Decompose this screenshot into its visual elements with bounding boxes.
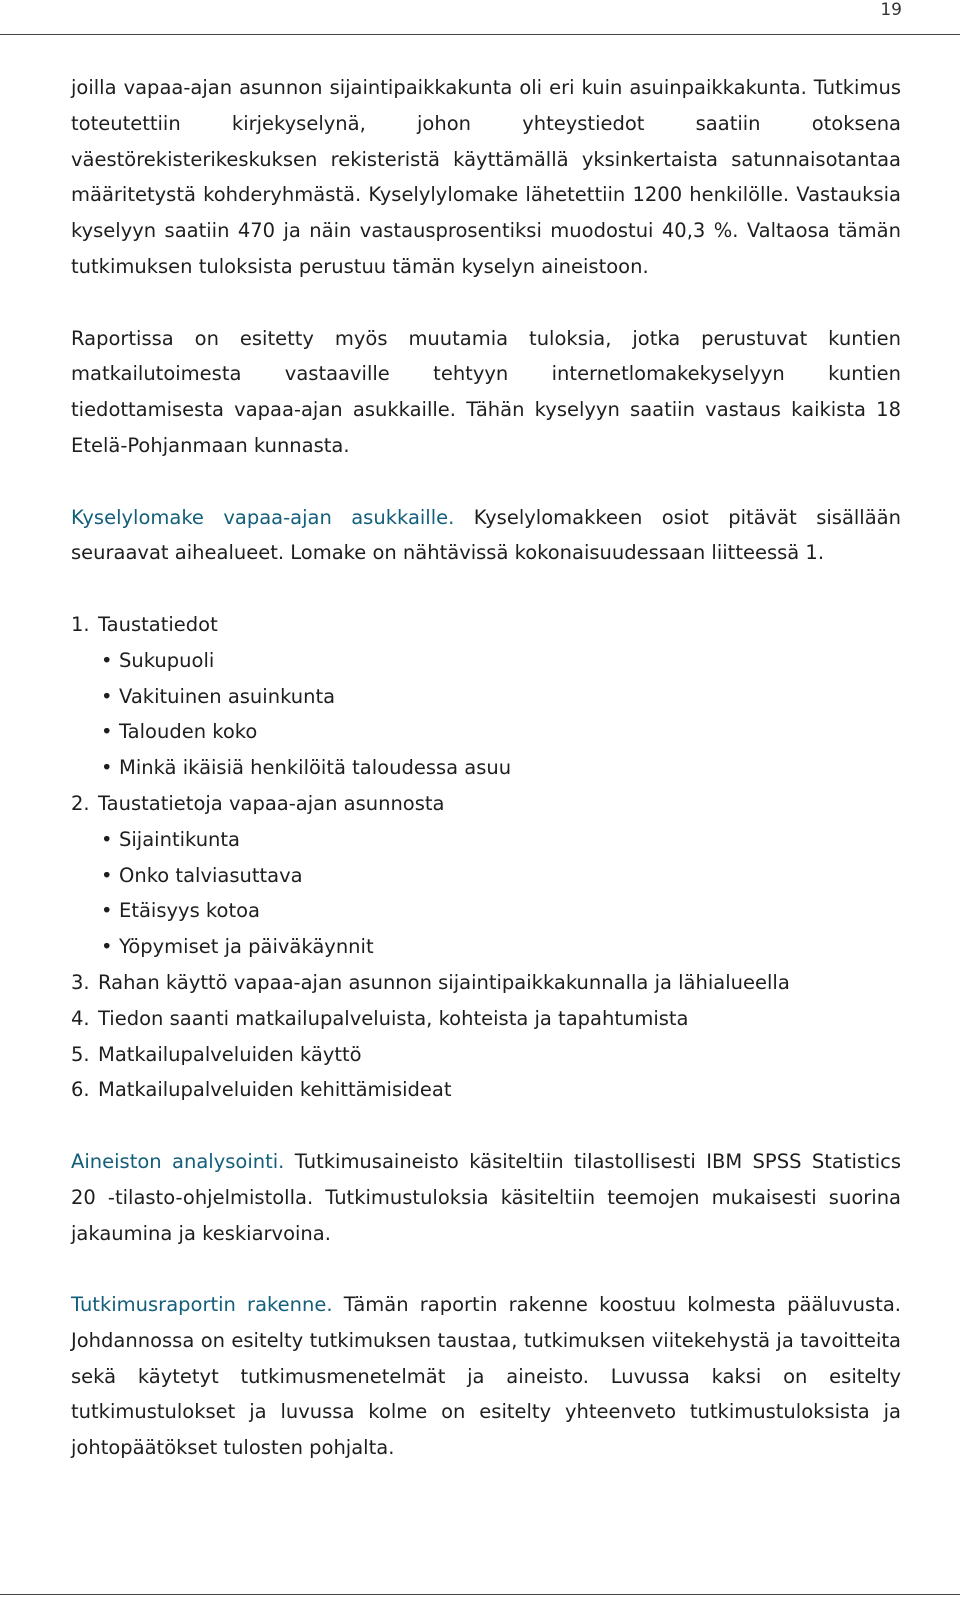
header-rule bbox=[0, 34, 960, 35]
intro-paragraph bbox=[71, 70, 901, 285]
list-label: Taustatietoja vapaa-ajan asunnosta bbox=[98, 791, 445, 815]
sublist-item-label: Vakituinen asuinkunta bbox=[119, 684, 336, 708]
list-label: Matkailupalveluiden kehittämisideat bbox=[98, 1078, 452, 1102]
questionnaire-sections-list bbox=[71, 607, 901, 1108]
list-label: Tiedon saanti matkailupalveluista, kohteista ja tapahtumista bbox=[98, 1006, 689, 1030]
sublist-item bbox=[101, 822, 901, 858]
page-body bbox=[71, 70, 901, 1466]
sublist-item bbox=[101, 714, 901, 750]
sublist-item-label: Sukupuoli bbox=[119, 648, 215, 672]
paragraph-text: Raportissa on esitetty myös muutamia tuloksia, jotka perustuvat kuntien matkailutoimesta vastaaville tehtyyn internetlomakekyselyyn kuntien tiedottamisesta vapaa-ajan asukkaille. Tähän kyselyyn saatiin vastaus kaikista 18 Etelä-Pohjanmaan kunnasta. bbox=[71, 326, 901, 457]
sublist-item-label: Talouden koko bbox=[119, 720, 258, 744]
sublist-item-label: Sijaintikunta bbox=[119, 827, 241, 851]
list-label: Matkailupalveluiden käyttö bbox=[98, 1042, 362, 1066]
bullet-icon: • bbox=[101, 720, 113, 744]
list-number: 5. bbox=[71, 1042, 90, 1066]
bullet-icon: • bbox=[101, 827, 113, 851]
list-number: 6. bbox=[71, 1078, 90, 1102]
paragraph-text: Kyselylomakkeen osiot pitävät sisällään seuraavat aihealueet. Lomake on nähtävissä kokonaisuudessaan liitteessä 1. bbox=[71, 505, 901, 565]
paragraph-text: Tämän raportin rakenne koostuu kolmesta pääluvusta. Johdannossa on esitelty tutkimuksen taustaa, tutkimuksen viitekehystä ja tavoitteita sekä käytetyt tutkimusmenetelmät ja aineisto. Luvussa kaksi on esitelty tutkimustulokset ja luvussa kolme on esitelty yhteenveto tutkimustuloksista ja johtopäätökset tulosten pohjalta. bbox=[71, 1293, 901, 1460]
list-label: Taustatiedot bbox=[98, 612, 218, 636]
bullet-icon: • bbox=[101, 899, 113, 923]
list-number: 3. bbox=[71, 970, 90, 994]
sublist-item-label: Yöpymiset ja päiväkäynnit bbox=[119, 935, 374, 959]
sublist bbox=[71, 643, 901, 786]
paragraph-text: Tutkimusaineisto käsiteltiin tilastollisesti IBM SPSS Statistics 20 -tilasto-ohjelmistolla. Tutkimustuloksia käsiteltiin teemojen mukaisesti suorina jakaumina ja keskiarvoina. bbox=[71, 1149, 901, 1245]
list-item bbox=[71, 607, 901, 786]
sublist-item bbox=[101, 679, 901, 715]
sublist-item-label: Minkä ikäisiä henkilöitä taloudessa asuu bbox=[119, 756, 512, 780]
list-item bbox=[71, 1001, 901, 1037]
sublist-item bbox=[101, 929, 901, 965]
bullet-icon: • bbox=[101, 648, 113, 672]
questionnaire-paragraph bbox=[71, 500, 901, 572]
list-number: 1. bbox=[71, 612, 90, 636]
sublist-item bbox=[101, 893, 901, 929]
bullet-icon: • bbox=[101, 935, 113, 959]
list-label: Rahan käyttö vapaa-ajan asunnon sijaintipaikkakunnalla ja lähialueella bbox=[98, 970, 790, 994]
page-number: 19 bbox=[880, 0, 902, 20]
sublist-item-label: Onko talviasuttava bbox=[119, 863, 303, 887]
list-number: 2. bbox=[71, 791, 90, 815]
list-number: 4. bbox=[71, 1006, 90, 1030]
paragraph-lead-heading: Tutkimusraportin rakenne. bbox=[71, 1293, 333, 1317]
analysis-paragraph bbox=[71, 1144, 901, 1251]
sublist-item bbox=[101, 858, 901, 894]
list-item bbox=[71, 1037, 901, 1073]
sublist-item bbox=[101, 750, 901, 786]
bullet-icon: • bbox=[101, 863, 113, 887]
municipality-survey-paragraph bbox=[71, 321, 901, 464]
bullet-icon: • bbox=[101, 756, 113, 780]
paragraph-lead-heading: Kyselylomake vapaa-ajan asukkaille. bbox=[71, 505, 455, 529]
list-item bbox=[71, 965, 901, 1001]
list-item bbox=[71, 786, 901, 965]
paragraph-text: joilla vapaa-ajan asunnon sijaintipaikkakunta oli eri kuin asuinpaikkakunta. Tutkimus toteutettiin kirjekyselynä, johon yhteystiedot saatiin otoksena väestörekisterikeskuksen rekisteristä käyttämällä yksinkertaista satunnaisotantaa määritetystä kohderyhmästä. Kyselylylomake lähetettiin 1200 henkilölle. Vastauksia kyselyyn saatiin 470 ja näin vastausprosentiksi muodostui 40,3 %. Valtaosa tämän tutkimuksen tuloksista perustuu tämän kyselyn aineistoon. bbox=[71, 76, 901, 278]
list-item bbox=[71, 1072, 901, 1108]
sublist-item bbox=[101, 643, 901, 679]
sublist-item-label: Etäisyys kotoa bbox=[119, 899, 260, 923]
paragraph-lead-heading: Aineiston analysointi. bbox=[71, 1149, 285, 1173]
sublist bbox=[71, 822, 901, 965]
footer-rule bbox=[0, 1594, 960, 1595]
bullet-icon: • bbox=[101, 684, 113, 708]
report-structure-paragraph bbox=[71, 1287, 901, 1466]
